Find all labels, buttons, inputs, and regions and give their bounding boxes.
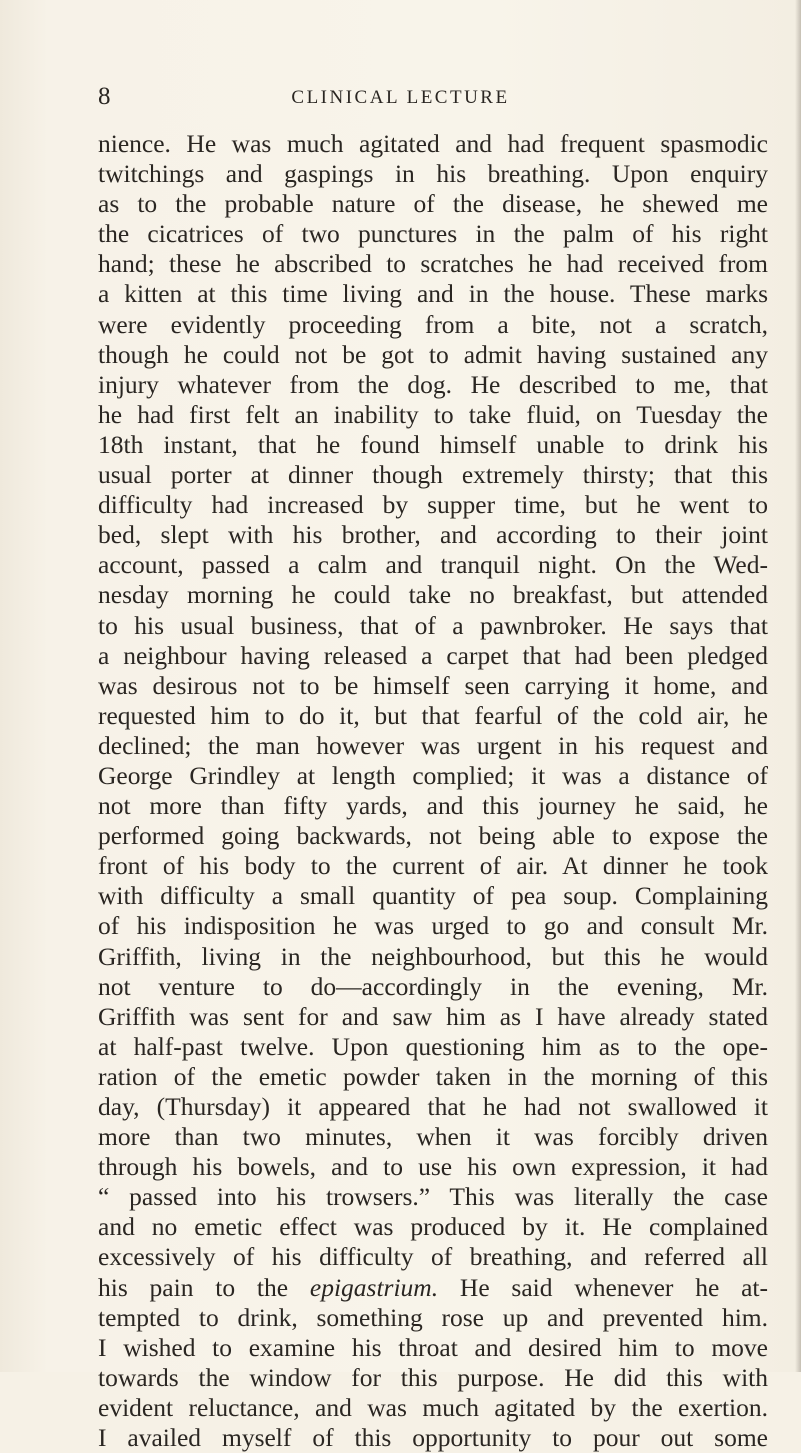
text-line: 18th instant, that he found himself unable to drink his xyxy=(98,429,768,459)
text-line: performed going backwards, not being able to expose the xyxy=(98,821,768,851)
text-line: ration of the emetic powder taken in the morning of this xyxy=(98,1061,768,1091)
text-line: with difficulty a small quantity of pea soup. Complaining xyxy=(98,881,768,911)
text-line: “ passed into his trowsers.” This was literally the case xyxy=(98,1182,768,1212)
italic-term: epigastrium. xyxy=(309,1272,439,1302)
text-line: day, (Thursday) it appeared that he had not swallowed it xyxy=(98,1092,768,1121)
text-line: twitchings and gaspings in his breathing. Upon enquiry xyxy=(98,159,768,189)
text-line: George Grindley at length complied; it was a distance of xyxy=(98,760,768,790)
text-line: Griffith, living in the neighbourhood, but this he would xyxy=(98,941,768,971)
text-line: through his bowels, and to use his own expression, it had xyxy=(98,1152,768,1182)
text-run: He said whenever he at- xyxy=(438,1272,768,1302)
text-line: and no emetic effect was produced by it. He complained xyxy=(98,1212,768,1242)
text-line: were evidently proceeding from a bite, not a scratch, xyxy=(98,309,768,339)
text-line: a neighbour having released a carpet that had been pledged xyxy=(98,640,768,670)
text-line: not more than fifty yards, and this journey he said, he xyxy=(98,791,768,821)
text-line: of his indisposition he was urged to go and consult Mr. xyxy=(98,911,768,941)
text-line: declined; the man however was urgent in his request and xyxy=(98,730,768,760)
running-head: CLINICAL LECTURE xyxy=(291,87,510,108)
text-line: Griffith was sent for and saw him as I have already stated xyxy=(98,1001,768,1031)
text-line: I wished to examine his throat and desired him to move xyxy=(98,1332,768,1362)
text-line: towards the window for this purpose. He did this with xyxy=(98,1362,768,1392)
text-line: injury whatever from the dog. He described to me, that xyxy=(98,369,768,399)
text-line: not venture to do—accordingly in the evening, Mr. xyxy=(98,971,768,1001)
text-line: the cicatrices of two punctures in the palm of his right xyxy=(98,219,768,249)
page-number: 8 xyxy=(98,83,111,110)
text-line: though he could not be got to admit having sustained any xyxy=(98,339,768,369)
text-line: as to the probable nature of the disease, he shewed me xyxy=(98,189,768,219)
text-line: evident reluctance, and was much agitated by the exertion. xyxy=(98,1392,768,1422)
text-line: tempted to drink, something rose up and prevented him. xyxy=(98,1302,768,1332)
text-line: I availed myself of this opportunity to pour out some xyxy=(98,1423,768,1453)
text-line: front of his body to the current of air. At dinner he took xyxy=(98,851,768,881)
text-line: a kitten at this time living and in the house. These marks xyxy=(98,279,768,309)
page-edge-shadow xyxy=(795,0,801,1372)
text-line: nience. He was much agitated and had frequent spasmodic xyxy=(98,129,768,158)
page-header xyxy=(0,82,801,112)
text-line: usual porter at dinner though extremely thirsty; that this xyxy=(98,460,768,490)
text-line: account, passed a calm and tranquil night. On the Wed- xyxy=(98,550,768,580)
text-line-with-italic xyxy=(98,1273,768,1303)
text-line: hand; these he abscribed to scratches he had received from xyxy=(98,249,768,279)
text-line: bed, slept with his brother, and according to their joint xyxy=(98,520,768,550)
text-line: difficulty had increased by supper time, but he went to xyxy=(98,490,768,520)
text-line: he had first felt an inability to take fluid, on Tuesday the xyxy=(98,399,768,429)
body-text xyxy=(98,129,768,1453)
text-run: his pain to the xyxy=(98,1272,310,1302)
text-line: to his usual business, that of a pawnbroker. He says that xyxy=(98,610,768,640)
text-line: nesday morning he could take no breakfast, but attended xyxy=(98,580,768,610)
text-line: excessively of his difficulty of breathing, and referred all xyxy=(98,1242,768,1272)
text-line: requested him to do it, but that fearful of the cold air, he xyxy=(98,700,768,730)
text-line: more than two minutes, when it was forcibly driven xyxy=(98,1122,768,1152)
text-line: at half-past twelve. Upon questioning him as to the ope- xyxy=(98,1031,768,1061)
text-line: was desirous not to be himself seen carrying it home, and xyxy=(98,670,768,700)
